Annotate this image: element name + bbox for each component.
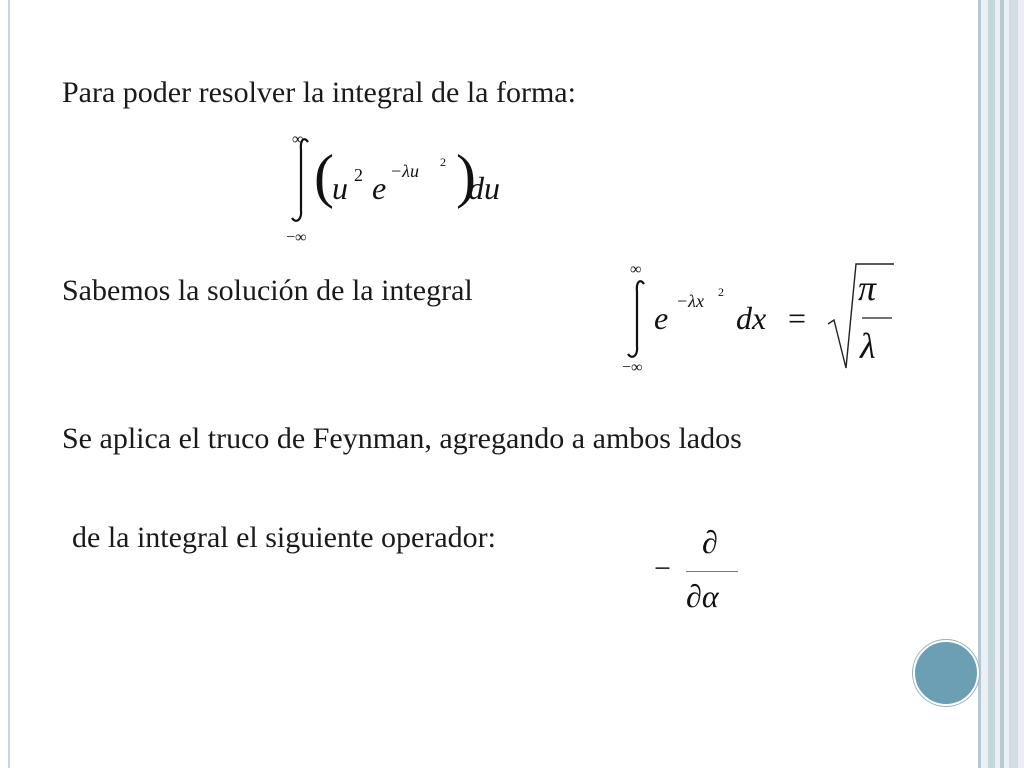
slide-line-2: Sabemos la solución de la integral bbox=[62, 274, 473, 307]
close-paren: ) bbox=[456, 143, 476, 209]
exponent-square: 2 bbox=[440, 155, 446, 169]
differential: du bbox=[468, 170, 500, 206]
open-paren: ( bbox=[314, 143, 334, 209]
differential: dx bbox=[736, 300, 767, 336]
slide-line-1: Para poder resolver la integral de la forma: bbox=[62, 76, 576, 109]
lower-limit: −∞ bbox=[622, 359, 643, 376]
decorative-circle bbox=[913, 640, 979, 706]
border-stripe bbox=[1009, 0, 1018, 768]
upper-limit: ∞ bbox=[292, 131, 304, 148]
formula-gaussian-moment bbox=[284, 130, 524, 252]
integrand-e: e bbox=[654, 300, 669, 336]
fraction-denominator: ∂α bbox=[686, 578, 719, 614]
formula-gaussian-integral bbox=[620, 262, 910, 382]
integral-sign bbox=[288, 136, 314, 224]
border-stripe bbox=[988, 0, 995, 768]
fraction-numerator: ∂ bbox=[702, 524, 718, 560]
slide-line-4: de la integral el siguiente operador: bbox=[72, 521, 496, 554]
slide-left-border bbox=[8, 0, 10, 768]
border-stripe bbox=[1000, 0, 1004, 768]
integrand-e: e bbox=[372, 170, 387, 206]
minus-sign: − bbox=[654, 552, 671, 585]
integrand-u-exp: 2 bbox=[354, 165, 363, 185]
slide-line-3: Se aplica el truco de Feynman, agregando a ambos lados bbox=[62, 422, 742, 455]
fraction-denominator: λ bbox=[860, 326, 876, 366]
fraction-bar bbox=[686, 571, 738, 572]
integrand-u: u bbox=[332, 170, 348, 206]
exponent: −λu bbox=[390, 161, 419, 181]
exponent: −λx bbox=[676, 291, 704, 311]
slide-right-border bbox=[978, 0, 1024, 768]
integral-sign bbox=[624, 278, 650, 360]
equals-sign: = bbox=[788, 300, 807, 336]
border-stripe bbox=[978, 0, 981, 768]
formula-derivative-operator bbox=[652, 524, 752, 620]
exponent-square: 2 bbox=[718, 285, 724, 299]
upper-limit: ∞ bbox=[630, 261, 642, 278]
fraction-numerator: π bbox=[858, 268, 877, 308]
lower-limit: −∞ bbox=[286, 229, 307, 246]
